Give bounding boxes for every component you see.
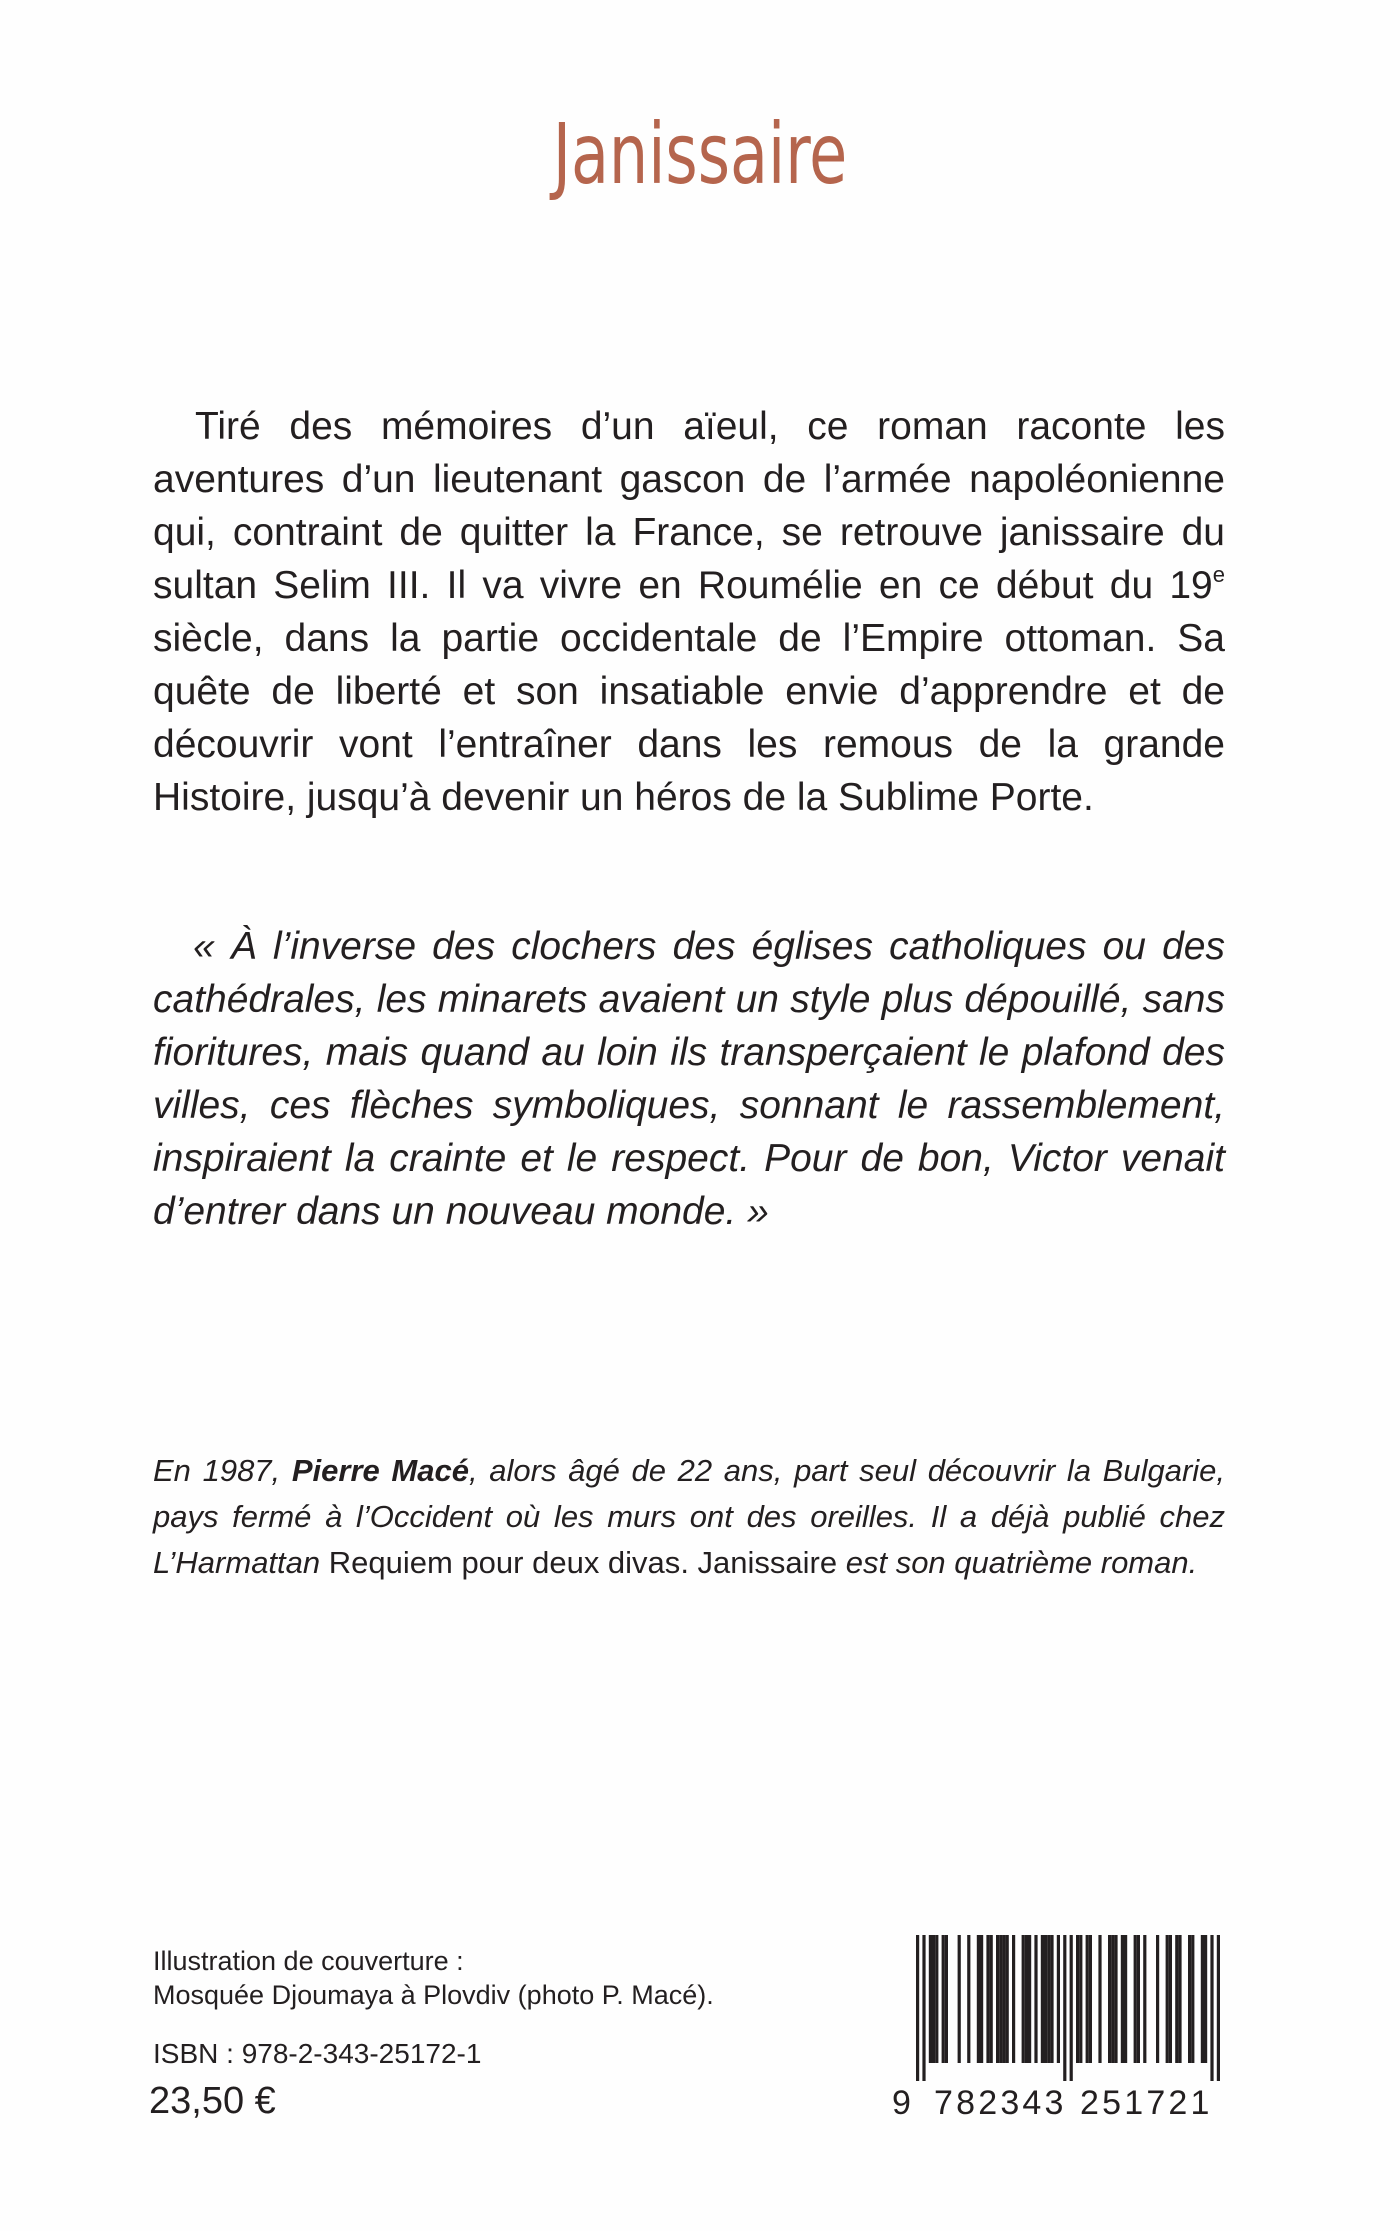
- this-book-title: Janissaire: [697, 1545, 838, 1580]
- book-title: Janissaire: [552, 105, 848, 203]
- barcode: [894, 1935, 1234, 2125]
- barcode-bar: [1204, 1935, 1207, 2063]
- isbn: ISBN : 978-2-343-25172-1: [153, 2038, 482, 2069]
- barcode-bar: [1047, 1935, 1050, 2063]
- barcode-bar: [1057, 1935, 1060, 2063]
- credit-line-2: Mosquée Djoumaya à Plovdiv (photo P. Macé).: [153, 1980, 714, 2010]
- blurb-part1: Tiré des mémoires d’un aïeul, ce roman raconte les aventures d’un lieutenant gascon de l’armée napoléonienne qui, contraint de quitter la France, se retrouve janissaire du sultan Selim III. Il va vivre en Roumélie en ce début du 19: [153, 405, 1225, 607]
- barcode-bar: [1166, 1935, 1169, 2063]
- barcode-bar: [1025, 1935, 1028, 2063]
- barcode-bar: [1108, 1935, 1111, 2063]
- barcode-bar: [980, 1935, 983, 2063]
- barcode-bar: [916, 1935, 919, 2081]
- barcode-bar: [1175, 1935, 1178, 2063]
- barcode-digits: [894, 2083, 1234, 2123]
- previous-book-title: Requiem pour deux divas: [328, 1545, 681, 1580]
- barcode-bar: [1114, 1935, 1117, 2063]
- barcode-bar: [1210, 1935, 1213, 2081]
- credit-line-1: Illustration de couverture :: [153, 1946, 464, 1976]
- barcode-bar: [999, 1935, 1002, 2063]
- barcode-bar: [990, 1935, 993, 2063]
- barcode-bar: [1086, 1935, 1089, 2063]
- barcode-bar: [977, 1935, 980, 2063]
- barcode-bar: [986, 1935, 989, 2063]
- book-blurb: [153, 400, 1225, 824]
- barcode-bar: [922, 1935, 925, 2081]
- price: 23,50 €: [149, 2080, 276, 2122]
- barcode-bar: [1188, 1935, 1191, 2063]
- bio-text3: est son quatrième roman.: [837, 1545, 1198, 1580]
- barcode-bar: [1156, 1935, 1159, 2063]
- bio-text2: .: [680, 1545, 698, 1580]
- barcode-bar: [1022, 1935, 1025, 2063]
- barcode-bar: [1134, 1935, 1137, 2063]
- book-excerpt-quote: [153, 920, 1225, 1238]
- barcode-bar: [1137, 1935, 1140, 2063]
- quote-text: « À l’inverse des clochers des églises catholiques ou des cathédrales, les minarets avaient un style plus dépouillé, sans fioritures, mais quand au loin ils transperçaient le plafond des villes, ces flèches symboliques, sonnant le rassemblement, inspiraient la crainte et le respect. Pour de bon, Victor venait d’entrer dans un nouveau monde. »: [153, 925, 1225, 1233]
- barcode-bar: [1070, 1935, 1073, 2081]
- barcode-bar: [1050, 1935, 1053, 2063]
- barcode-right-group: 251721: [1080, 2084, 1213, 2122]
- bio-text1: , alors âgé de 22 ans, part seul découvrir la Bulgarie, pays fermé à l’Occident où les murs ont des oreilles. Il a déjà publié chez L’Harmattan: [153, 1453, 1226, 1580]
- blurb-part2: siècle, dans la partie occidentale de l’Empire ottoman. Sa quête de liberté et son insatiable envie d’apprendre et de découvrir vont l’entraîner dans les remous de la grande Histoire, jusqu’à devenir un héros de la Sublime Porte.: [153, 617, 1225, 819]
- barcode-bar: [1111, 1935, 1114, 2063]
- barcode-bar: [1143, 1935, 1146, 2063]
- barcode-bar: [1079, 1935, 1082, 2063]
- barcode-bar: [1217, 1935, 1220, 2081]
- cover-illustration-credit: [153, 1944, 853, 2012]
- barcode-bar: [1124, 1935, 1127, 2063]
- barcode-bar: [1044, 1935, 1047, 2063]
- barcode-bar: [1121, 1935, 1124, 2063]
- barcode-bar: [1089, 1935, 1092, 2063]
- barcode-bar: [1201, 1935, 1204, 2063]
- barcode-bar: [1098, 1935, 1101, 2063]
- barcode-bar: [1012, 1935, 1015, 2063]
- barcode-bar: [958, 1935, 961, 2063]
- barcode-bar: [1006, 1935, 1009, 2063]
- barcode-bar: [1002, 1935, 1005, 2063]
- author-name: Pierre Macé: [291, 1453, 469, 1488]
- barcode-bar: [1034, 1935, 1037, 2063]
- bio-intro: En 1987,: [153, 1453, 292, 1488]
- barcode-first-digit: 9: [892, 2084, 911, 2122]
- barcode-bar: [935, 1935, 938, 2063]
- barcode-bar: [932, 1935, 935, 2063]
- barcode-bars: [894, 1935, 1234, 2085]
- barcode-bar: [1076, 1935, 1079, 2063]
- barcode-bar: [1041, 1935, 1044, 2063]
- barcode-bar: [1028, 1935, 1031, 2063]
- barcode-left-group: 782343: [934, 2084, 1067, 2122]
- barcode-bar: [1178, 1935, 1181, 2063]
- barcode-bar: [967, 1935, 970, 2063]
- barcode-bar: [945, 1935, 948, 2063]
- barcode-bar: [942, 1935, 945, 2063]
- barcode-bar: [929, 1935, 932, 2063]
- author-bio: [153, 1448, 1225, 1586]
- barcode-bar: [1063, 1935, 1066, 2081]
- barcode-bar: [1191, 1935, 1194, 2063]
- barcode-bar: [996, 1935, 999, 2063]
- barcode-bar: [1169, 1935, 1172, 2063]
- blurb-superscript: e: [1212, 562, 1225, 587]
